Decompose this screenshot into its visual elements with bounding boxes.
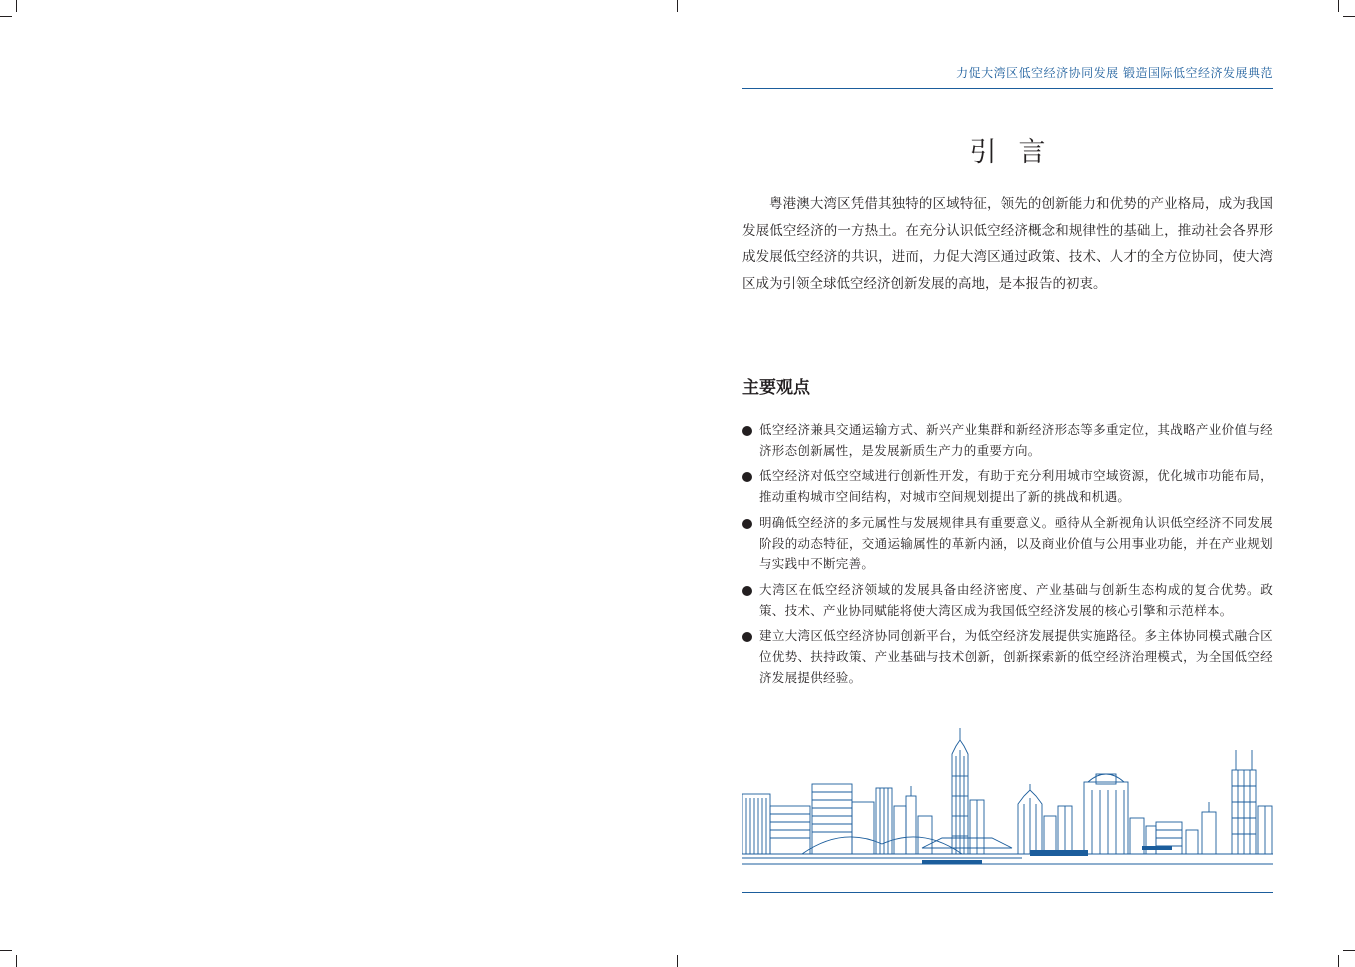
- header-rule: [742, 88, 1273, 89]
- running-header: 力促大湾区低空经济协同发展 锻造国际低空经济发展典范: [956, 66, 1273, 80]
- city-skyline-illustration: [742, 726, 1273, 871]
- list-item-text: 大湾区在低空经济领域的发展具备由经济密度、产业基础与创新生态构成的复合优势。政策、技术、产业协同赋能将使大湾区成为我国低空经济发展的核心引擎和示范样本。: [759, 581, 1273, 618]
- list-item-text: 低空经济兼具交通运输方式、新兴产业集群和新经济形态等多重定位，其战略产业价值与经济形态创新属性，是发展新质生产力的重要方向。: [759, 422, 1273, 458]
- section-heading: 主要观点: [742, 378, 810, 398]
- list-item: [742, 626, 1273, 688]
- crop-mark: [1338, 0, 1339, 12]
- crop-mark: [16, 955, 17, 967]
- list-item: [742, 420, 1273, 461]
- list-item-text: 建立大湾区低空经济协同创新平台，为低空经济发展提供实施路径。多主体协同模式融合区位优势、扶持政策、产业基础与技术创新，创新探索新的低空经济治理模式，为全国低空经济发展提供经验。: [759, 628, 1273, 685]
- bullet-icon: [742, 632, 752, 642]
- list-item-text: 明确低空经济的多元属性与发展规律具有重要意义。亟待从全新视角认识低空经济不同发展阶段的动态特征，交通运输属性的革新内涵，以及商业价值与公用事业功能，并在产业规划与实践中不断完善。: [759, 514, 1273, 572]
- bullet-icon: [742, 519, 752, 529]
- crop-mark: [1343, 16, 1355, 17]
- main-points-list: [742, 420, 1273, 693]
- bullet-icon: [742, 586, 752, 596]
- list-item: [742, 580, 1273, 621]
- crop-mark: [677, 955, 678, 967]
- bullet-icon: [742, 472, 752, 482]
- list-item-text: 低空经济对低空空域进行创新性开发，有助于充分利用城市空域资源，优化城市功能布局，推动重构城市空间结构，对城市空间规划提出了新的挑战和机遇。: [759, 468, 1273, 505]
- crop-mark: [1343, 950, 1355, 951]
- footer-rule: [742, 892, 1273, 893]
- crop-mark: [677, 0, 678, 12]
- crop-mark: [0, 16, 12, 17]
- crop-mark: [16, 0, 17, 12]
- list-item: [742, 466, 1273, 507]
- intro-paragraph: 粤港澳大湾区凭借其独特的区域特征，领先的创新能力和优势的产业格局，成为我国发展低空经济的一方热土。在充分认识低空经济概念和规律性的基础上，推动社会各界形成发展低空经济的共识，进而，力促大湾区通过政策、技术、人才的全方位协同，使大湾区成为引领全球低空经济创新发展的高地，是本报告的初衷。: [742, 196, 1273, 292]
- list-item: [742, 513, 1273, 575]
- page-title: 引言: [969, 137, 1068, 168]
- crop-mark: [0, 950, 12, 951]
- bullet-icon: [742, 426, 752, 436]
- crop-mark: [1338, 955, 1339, 967]
